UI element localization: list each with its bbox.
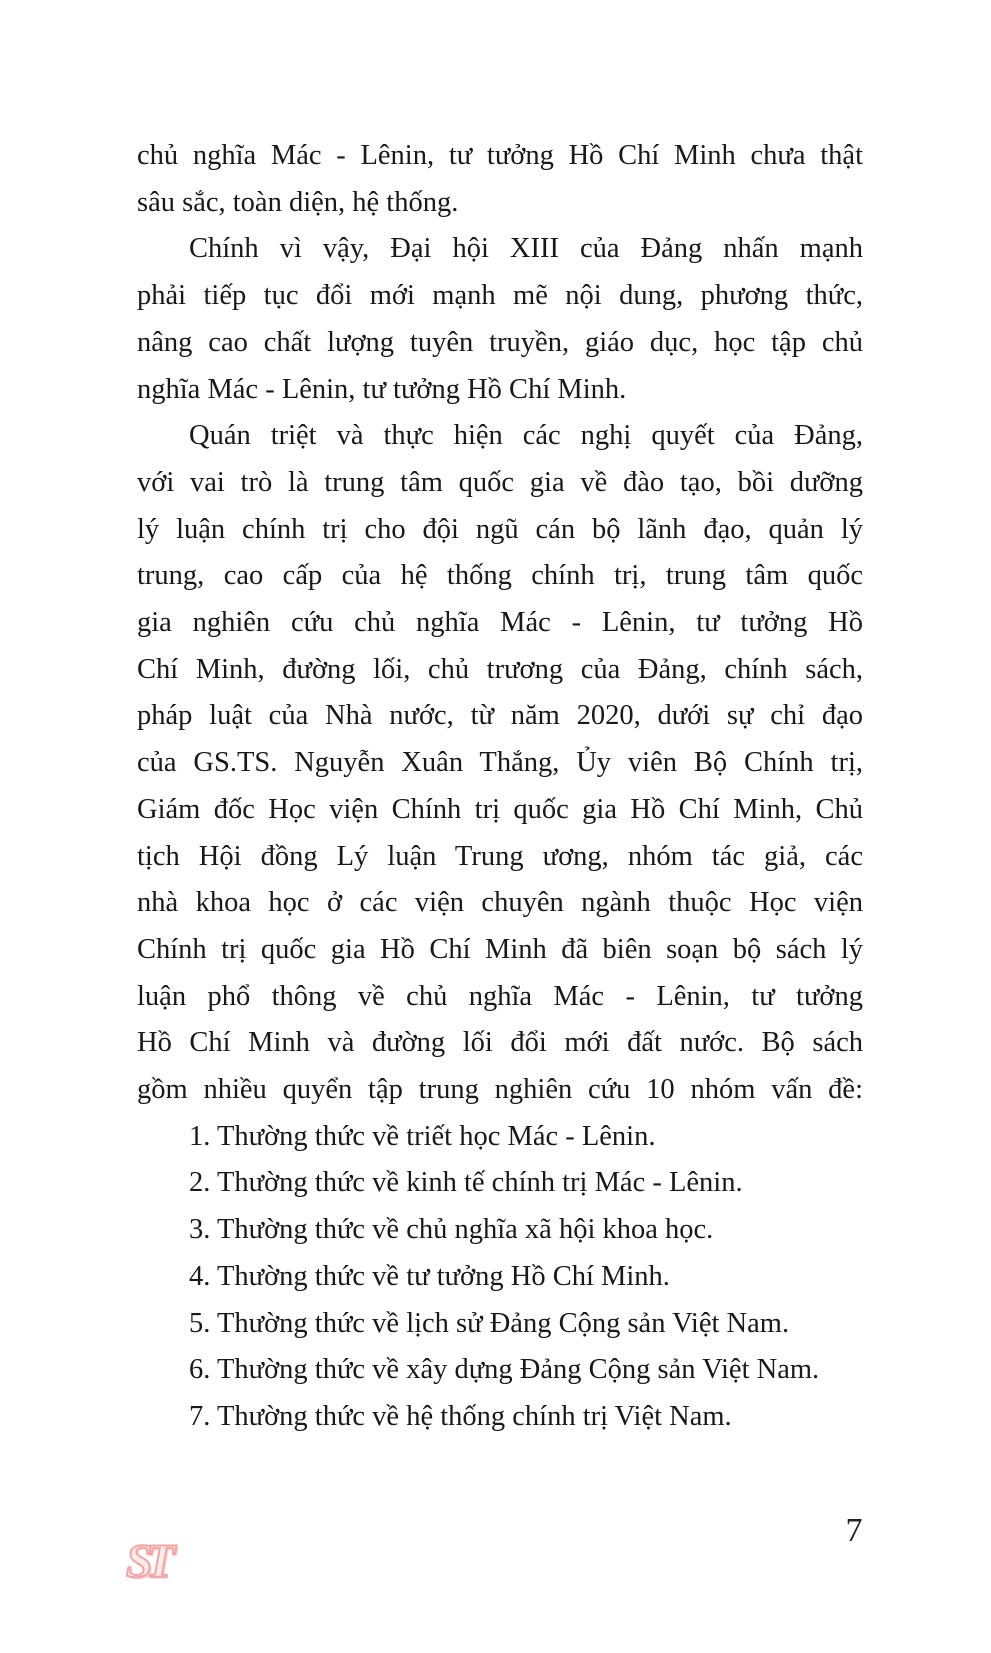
text-line: gia nghiên cứu chủ nghĩa Mác - Lênin, tư tưởng Hồ xyxy=(137,607,863,639)
page-body-text xyxy=(137,133,863,1441)
text-line: 2. Thường thức về kinh tế chính trị Mác - Lênin. xyxy=(189,1167,743,1199)
text-line: trung, cao cấp của hệ thống chính trị, trung tâm quốc xyxy=(137,560,863,592)
text-line: 3. Thường thức về chủ nghĩa xã hội khoa học. xyxy=(189,1214,714,1246)
text-line: nghĩa Mác - Lênin, tư tưởng Hồ Chí Minh. xyxy=(137,373,627,405)
st-watermark-logo: ST xyxy=(126,1535,169,1588)
text-line: 6. Thường thức về xây dựng Đảng Cộng sản Việt Nam. xyxy=(189,1354,820,1386)
text-line: 1. Thường thức về triết học Mác - Lênin. xyxy=(189,1120,656,1152)
text-line: Giám đốc Học viện Chính trị quốc gia Hồ Chí Minh, Chủ xyxy=(137,793,863,825)
text-line: nâng cao chất lượng tuyên truyền, giáo dục, học tập chủ xyxy=(137,326,863,358)
text-line: 7. Thường thức về hệ thống chính trị Việt Nam. xyxy=(189,1400,732,1432)
text-line: chủ nghĩa Mác - Lênin, tư tưởng Hồ Chí Minh chưa thật xyxy=(137,140,863,171)
text-line: Hồ Chí Minh và đường lối đổi mới đất nước. Bộ sách xyxy=(137,1027,863,1059)
text-line: 4. Thường thức về tư tưởng Hồ Chí Minh. xyxy=(189,1260,670,1292)
text-line: gồm nhiều quyển tập trung nghiên cứu 10 nhóm vấn đề: xyxy=(137,1074,863,1106)
text-line: Chí Minh, đường lối, chủ trương của Đảng, chính sách, xyxy=(137,653,863,685)
text-line: luận phổ thông về chủ nghĩa Mác - Lênin, tư tưởng xyxy=(137,980,863,1012)
text-line: 5. Thường thức về lịch sử Đảng Cộng sản Việt Nam. xyxy=(189,1307,790,1339)
text-line: lý luận chính trị cho đội ngũ cán bộ lãnh đạo, quản lý xyxy=(137,513,863,545)
text-line: sâu sắc, toàn diện, hệ thống. xyxy=(137,186,459,218)
page-number: 7 xyxy=(845,1512,863,1549)
text-line: tịch Hội đồng Lý luận Trung ương, nhóm tác giả, các xyxy=(137,840,863,872)
text-line: của GS.TS. Nguyễn Xuân Thắng, Ủy viên Bộ Chính trị, xyxy=(137,747,863,779)
text-line: Quán triệt và thực hiện các nghị quyết của Đảng, xyxy=(189,420,863,452)
text-line: Chính vì vậy, Đại hội XIII của Đảng nhấn mạnh xyxy=(189,233,863,265)
text-line: Chính trị quốc gia Hồ Chí Minh đã biên soạn bộ sách lý xyxy=(137,933,863,965)
text-line: nhà khoa học ở các viện chuyên ngành thuộc Học viện xyxy=(137,887,863,919)
text-line: phải tiếp tục đổi mới mạnh mẽ nội dung, phương thức, xyxy=(137,280,863,312)
text-line: pháp luật của Nhà nước, từ năm 2020, dưới sự chỉ đạo xyxy=(137,700,863,732)
text-line: với vai trò là trung tâm quốc gia về đào tạo, bồi dưỡng xyxy=(137,466,863,498)
